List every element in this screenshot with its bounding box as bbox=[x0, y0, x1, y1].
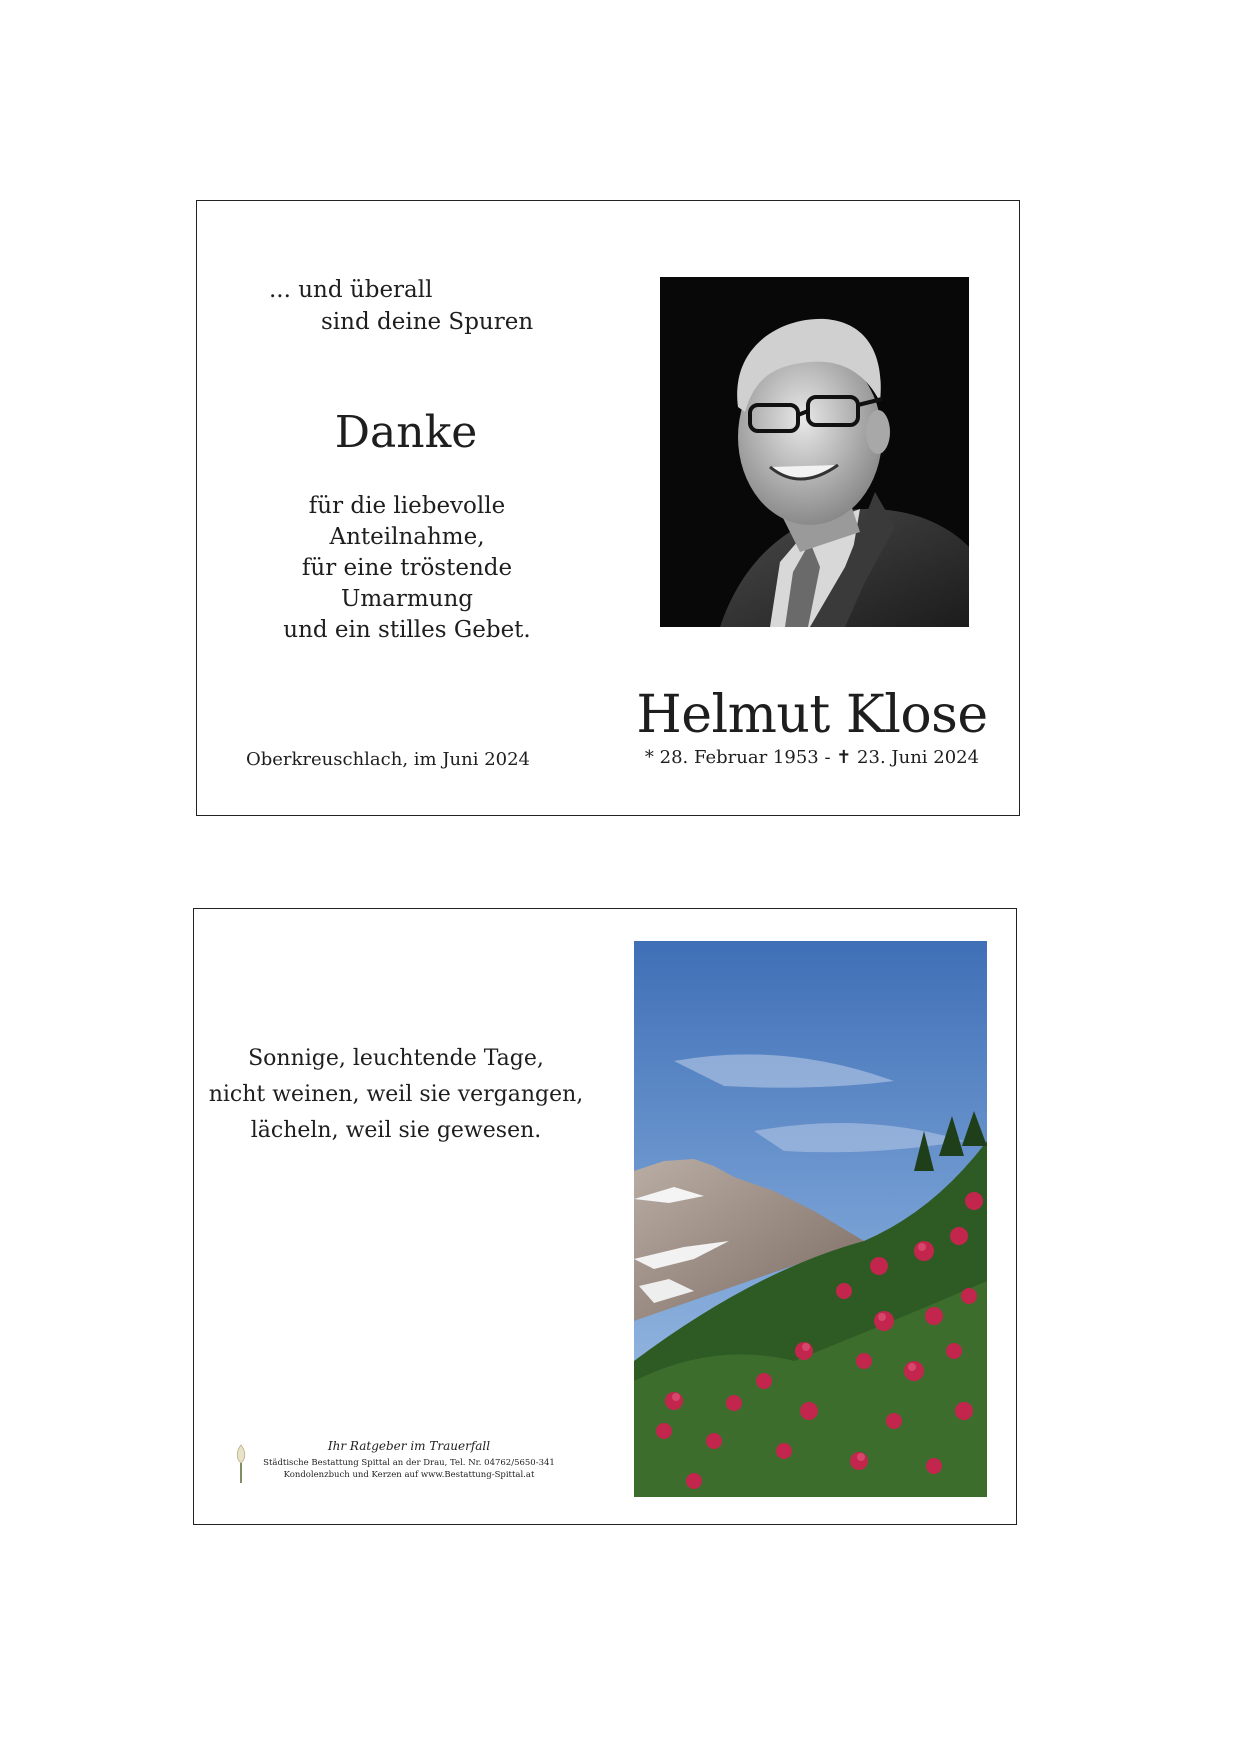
thanks-line: Anteilnahme, bbox=[329, 524, 485, 550]
imprint-website: Kondolenzbuch und Kerzen auf www.Bestattung-Spittal.at bbox=[283, 1470, 535, 1480]
thanks-text bbox=[257, 491, 557, 646]
funeral-home-imprint bbox=[234, 1439, 564, 1487]
imprint-title: Ihr Ratgeber im Trauerfall bbox=[327, 1439, 491, 1453]
thanks-line: Umarmung bbox=[340, 586, 474, 612]
imprint-contact: Städtische Bestattung Spittal an der Drau, Tel. Nr. 04762/5650-341 bbox=[263, 1458, 555, 1468]
thank-you-card-front bbox=[196, 200, 1020, 816]
life-dates: * 28. Februar 1953 - ✝ 23. Juni 2024 bbox=[644, 747, 980, 768]
thanks-line: für die liebevolle bbox=[308, 493, 506, 519]
poem bbox=[194, 1041, 598, 1149]
motto-line-2: sind deine Spuren bbox=[321, 309, 534, 335]
thanks-line: für eine tröstende bbox=[301, 555, 513, 581]
poem-line: Sonnige, leuchtende Tage, bbox=[248, 1046, 544, 1071]
place-date: Oberkreuschlach, im Juni 2024 bbox=[245, 749, 531, 770]
portrait-photo bbox=[660, 277, 969, 627]
thank-you-card-back bbox=[193, 908, 1017, 1525]
poem-line: nicht weinen, weil sie vergangen, bbox=[208, 1082, 584, 1107]
lily-icon bbox=[234, 1443, 248, 1483]
motto-line-1: ... und überall bbox=[269, 277, 433, 303]
deceased-name: Helmut Klose bbox=[636, 685, 988, 745]
heading-danke: Danke bbox=[334, 407, 478, 458]
alpine-roses-photo bbox=[634, 941, 987, 1497]
poem-line: lächeln, weil sie gewesen. bbox=[250, 1118, 542, 1143]
thanks-line: und ein stilles Gebet. bbox=[283, 617, 531, 643]
